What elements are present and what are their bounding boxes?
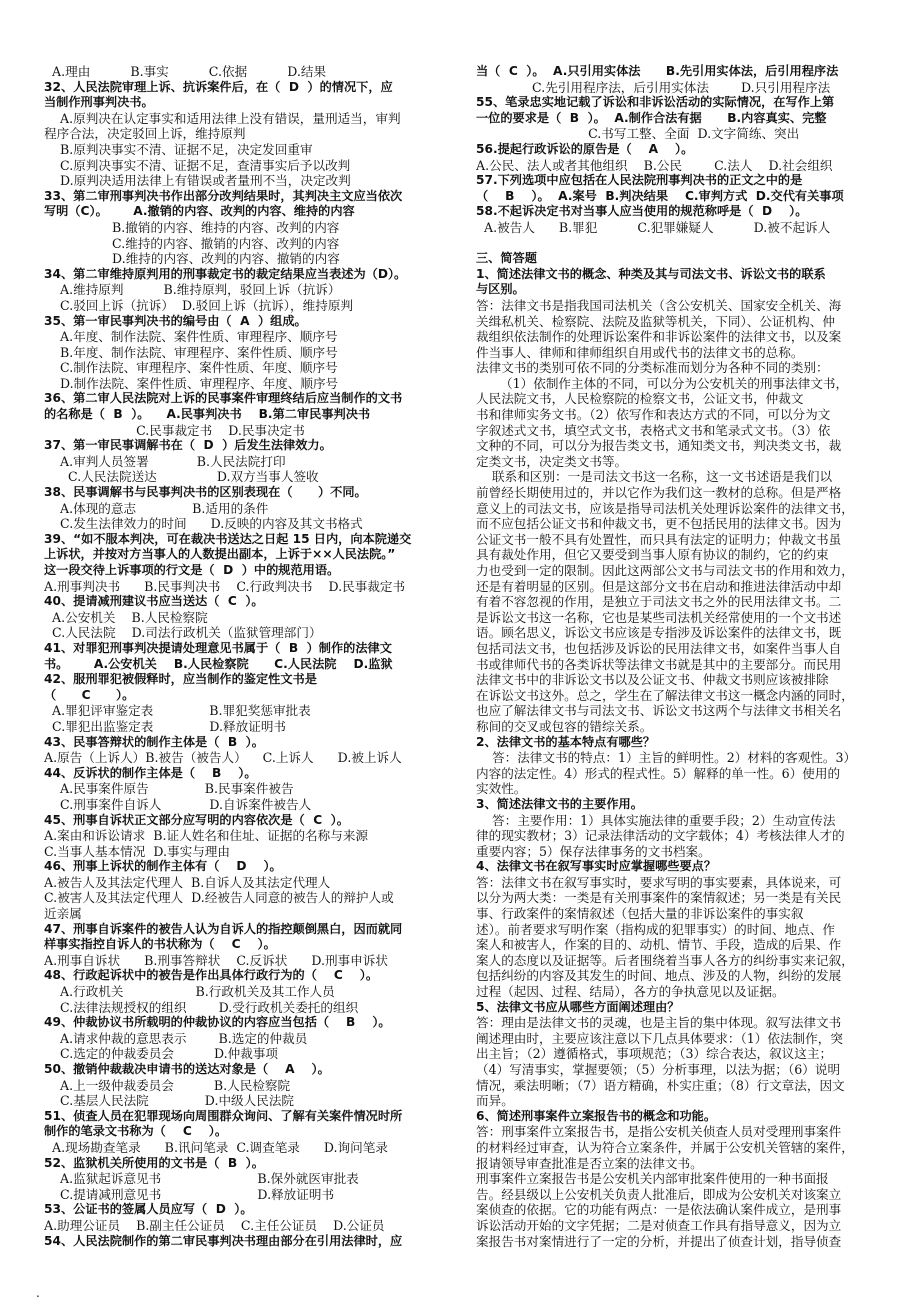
text-line: 报请领导审查批准是否立案的法律文书。	[476, 1155, 703, 1171]
text-line: 制作的笔录文书称为（ C ）。	[44, 1124, 228, 1139]
text-line: 人民法院文书，人民检察院的检察文书，公证文书，仲裁文	[476, 391, 804, 407]
text-line: 42、服刑罪犯被假释时，应当制作的鉴定性文书是	[44, 672, 317, 687]
text-line: 5、法律文书应从哪些方面阐述理由？	[476, 999, 680, 1014]
text-line: C.书写工整、全面 D.文字简练、突出	[476, 126, 800, 142]
text-line: A.刑事判决书 B.民事判决书 C.行政判决书 D.民事裁定书	[44, 578, 406, 594]
text-line: 案报告书对案情进行了一定的分析，并提出了侦查计划，指导侦查	[476, 1233, 842, 1249]
text-line: A.维持原判 B.维持原判，驳回上诉（抗诉）	[44, 282, 341, 298]
text-line: C.发生法律效力的时间 D.反映的内容及其文书格式	[44, 516, 363, 532]
text-line: 1、简述法律文书的概念、种类及其与司法文书、诉讼文书的联系	[476, 266, 826, 281]
text-line: 法律文书的类别可依不同的分类标准而划分为各种不同的类别：	[476, 360, 829, 376]
text-line: A.原判决在认定事实和适用法律上没有错误，量刑适当，审判	[44, 110, 401, 126]
text-line: （1）依制作主体的不同，可以分为公安机关的刑事法律文书，	[476, 375, 849, 391]
text-line: 这一段交待上诉事项的行文是（ D ）中的规范用语。	[44, 563, 340, 577]
text-line: A.请求仲裁的意思表示 B.选定的仲裁员	[44, 1030, 308, 1046]
text-line: D.维持的内容、改判的内容、撤销的内容	[44, 251, 340, 267]
text-line: 有着不容忽视的作用，是独立于司法文书之外的民用法律文书。二	[476, 594, 842, 610]
text-line: 51、侦查人员在犯罪现场向周围群众询问、了解有关案件情况时所	[44, 1108, 403, 1123]
text-line: 53、公证书的签属人员应写（ D ）。	[44, 1202, 253, 1217]
text-line: 的名称是（ B ）。 A.民事判决书 B.第二审民事判决书	[44, 407, 371, 422]
text-line: A.审判人员签署 B.人民法院打印	[44, 453, 286, 469]
text-line: 联系和区别：一是司法文书这一名称，这一文书述语是我们以	[476, 469, 833, 485]
text-line: A.被告人及其法定代理人 B.自诉人及其法定代理人	[44, 874, 331, 890]
text-line: A.现场勘查笔录 B.讯问笔录 C.调查笔录 D.询问笔录	[44, 1139, 388, 1155]
text-line: （4）写清事实，掌握要领；（5）分析事理，以法为据；（6）说明	[476, 1062, 841, 1077]
text-line: A.罪犯评审鉴定表 B.罪犯奖惩审批表	[44, 703, 311, 719]
text-line: 案人和被害人，作案的目的、动机、情节、手段，造成的后果、作	[476, 937, 842, 953]
text-line: 49、仲裁协议书所载明的仲裁协议的内容应当包括（ B ）。	[44, 1015, 391, 1030]
text-line: 关缉私机关、检察院、法院及监狱等机关，下同）、公证机构、仲	[476, 313, 835, 329]
text-line: 43、民事答辩状的制作主体是（ B ）。	[44, 734, 264, 749]
text-line: C.当事人基本情况 D.事实与理由	[44, 843, 230, 859]
text-line: 称间的交叉或包容的错综关系。	[476, 718, 653, 734]
text-line: 在诉讼文书这外。总之，学生在了解法律文书这一概念内涵的同时，	[476, 687, 854, 703]
text-line: 39、“如不服本判决，可在裁决书送达之日起 15 日内，向本院递交	[44, 531, 412, 546]
text-line: 具有裁处作用，但它又要受到当事人原有协议的制约，它的约束	[476, 547, 829, 563]
text-line: 56.提起行政诉讼的原告是（ A ）。	[476, 141, 694, 156]
text-line: 出主旨；（2）遵循格式，事项规范；（3）综合表达，叙议这主；	[476, 1046, 833, 1062]
text-line: C.先引用程序法，后引用实体法 D.只引用程序法	[476, 79, 831, 95]
text-line: 内容的法定性。4）形式的程式性。5）解释的单一性。6）使用的	[476, 765, 841, 781]
text-line: 答：法律文书是指我国司法机关（含公安机关、国家安全机关、海	[476, 297, 842, 313]
text-line: A.理由 B.事实 C.依据 D.结果	[44, 64, 327, 79]
text-line: A.公安机关 B.人民检察院	[44, 609, 208, 625]
text-line: 程序合法，决定驳回上诉，维持原判	[44, 126, 246, 142]
text-line: B.撤销的内容、维持的内容、改判的内容	[44, 219, 340, 235]
text-line: 重要内容；5）保存法律事务的文书档案。	[476, 843, 711, 859]
text-line: （ B ）。 A.案号 B.判决结果 C.审判方式 D.交代有关事项	[476, 188, 844, 203]
text-line: A.行政机关 B.行政机关及其工作人员	[44, 984, 335, 1000]
text-line: 33、第二审刑事判决书作出部分改判结果时，其判决主文应当依次	[44, 188, 403, 203]
text-line: A.刑事自诉状 B.刑事答辩状 C.反诉状 D.刑事申诉状	[44, 952, 388, 968]
text-line: 与区别。	[476, 282, 525, 297]
text-line: C.制作法院、审理程序、案件性质、年度、顺序号	[44, 360, 338, 376]
text-line: C.人民法院送达 D.双方当事人签收	[44, 469, 319, 485]
text-line: 包括纠纷的内容及其发生的时间、地点、涉及的人物，纠纷的发展	[476, 968, 842, 984]
footer-mark: .	[36, 1286, 40, 1300]
text-line: 当制作刑事判决书。	[44, 95, 154, 110]
text-line: C.刑事案件自诉人 D.自诉案件被告人	[44, 796, 312, 812]
text-line	[476, 236, 878, 252]
text-line: 近亲属	[44, 906, 82, 922]
text-line: 定类文书，决定类文书等。	[476, 453, 628, 469]
text-line: 38、民事调解书与民事判决书的区别表现在（ ）不同。	[44, 485, 367, 500]
text-line: C.人民法院 D.司法行政机关（监狱管理部门）	[44, 625, 322, 641]
text-line: B.年度、制作法院、审理程序、案件性质、顺序号	[44, 344, 338, 360]
text-line: A.民事案件原告 B.民事案件被告	[44, 781, 294, 797]
text-line: 58.不起诉决定书对当事人应当使用的规范称呼是（ D ）。	[476, 204, 808, 219]
text-line: 公证文书一般不具有处置性，而只具有法定的证明力；仲裁文书虽	[476, 531, 842, 547]
text-line: 36、第二审人民法院对上诉的民事案件审理终结后应当制作的文书	[44, 391, 403, 406]
text-line: 3、简述法律文书的主要作用。	[476, 796, 643, 811]
text-line: 40、提请减刑建议书应当送达（ C ）。	[44, 594, 264, 609]
text-line: 述）。前者要求写明作案（指构成的犯罪事实）的时间、地点、作	[476, 921, 835, 937]
text-line: C.罪犯出监鉴定表 D.释放证明书	[44, 718, 287, 734]
text-line: A.被告人 B.罪犯 C.犯罪嫌疑人 D.被不起诉人	[476, 219, 831, 235]
text-line: A.监狱起诉意见书 B.保外就医审批表	[44, 1171, 359, 1187]
text-line: 46、刑事上诉状的制作主体有（ D ）。	[44, 859, 282, 874]
text-line: 答：法律文书在叙写事实时，要求写明的事实要素，具体说来，可	[476, 874, 842, 890]
text-line: 32、人民法院审理上诉、抗诉案件后，在（ D ）的情况下，应	[44, 79, 393, 94]
text-line: C.法律法规授权的组织 D.受行政机关委托的组织	[44, 999, 359, 1015]
text-line: 情况，乘法明晰；（7）语方精确，朴实庄重；（8）行文章法，因文	[476, 1077, 845, 1093]
text-line: 案侦查的依据。它的功能有两点：一是依法确认案件成立，是刑事	[476, 1202, 842, 1218]
text-line: 前曾经长期使用过的，并以它作为我们这一教材的总称。但是严格	[476, 485, 842, 501]
text-line: 书。 A.公安机关 B.人民检察院 C.人民法院 D.监狱	[44, 656, 393, 671]
text-line: 答：主要作用：1）具体实施法律的重要手段；2）生动宣传法	[476, 812, 836, 828]
text-line: C.民事裁定书 D.民事决定书	[44, 422, 305, 438]
text-line: 字叙述式文书，填空式文书，表格式文书和笔录式文书。（3）依	[476, 422, 831, 438]
text-line: 力也受到一定的限制。因此这两部公文书与司法文书的作用和效力，	[476, 563, 854, 578]
text-line: A.上一级仲裁委员会 B.人民检察院	[44, 1077, 291, 1093]
text-line: 文种的不同，可以分为报告类文书，通知类文书，判决类文书，裁	[476, 438, 842, 454]
text-line: 50、撤销仲裁裁决申请书的送达对象是（ A ）。	[44, 1062, 330, 1076]
text-line: C.驳回上诉（抗诉） D.驳回上诉（抗诉），维持原判	[44, 297, 354, 313]
text-line: 57.下列选项中应包括在人民法院刑事判决书的正文之中的是	[476, 173, 803, 188]
text-line: 裁组织依法制作的处理诉讼案件和非诉讼案件的法律文书，以及案	[476, 329, 842, 345]
text-line: 件当事人、律师和律师组织自用或代书的法律文书的总称。	[476, 344, 804, 360]
text-line: 答：刑事案件立案报告书，是指公安机关侦查人员对受理刑事案件	[476, 1124, 842, 1140]
text-line: A.体现的意志 B.适用的条件	[44, 500, 269, 516]
text-line: 刑事案件立案报告书是公安机关内部审批案件使用的一种书面报	[476, 1171, 829, 1187]
text-line: 实效性。	[476, 781, 527, 797]
text-line: 上诉状，并按对方当事人的人数提出副本，上诉于××人民法院。”	[44, 547, 396, 562]
text-line: 当（ C ）。 A.只引用实体法 B.先引用实体法，后引用程序法	[476, 64, 839, 78]
text-line: 34、第二审维持原判用的刑事裁定书的裁定结果应当表述为（D）。	[44, 266, 407, 281]
text-line: A.助理公证员 B.副主任公证员 C.主任公证员 D.公证员	[44, 1217, 385, 1233]
text-line: 告。经县级以上公安机关负责人批准后，即成为公安机关对该案立	[476, 1186, 842, 1202]
text-line: 44、反诉状的制作主体是（ B ）。	[44, 765, 257, 780]
text-line: 2、法律文书的基本特点有哪些？	[476, 734, 656, 749]
text-line: C.被害人及其法定代理人 D.经被告人同意的被告人的辩护人或	[44, 890, 394, 906]
text-line: 阐述理由时，主要应该注意以下几点具体要求：（1）依法制作，突	[476, 1030, 843, 1046]
text-line: 是诉讼文书这一名称，它也是某些司法机关经常使用的一个文书述	[476, 609, 842, 625]
text-line: A.原告（上诉人）B.被告（被告人） C.上诉人 D.被上诉人	[44, 750, 402, 766]
text-line: 35、第一审民事判决书的编号由（ A ）组成。	[44, 313, 307, 328]
text-line: D.原判决适用法律上有错误或者量刑不当，决定改判	[44, 173, 351, 189]
text-line: 包括司法文书，也包括涉及诉讼的民用法律文书，如案件当事人自	[476, 640, 842, 656]
text-line: A.公民、法人或者其他组织 B.公民 C.法人 D.社会组织	[476, 157, 833, 173]
text-line: 也应了解法律文书与司法文书、诉讼文书这两个与法律文书相关名	[476, 703, 842, 719]
text-line: 语。顾名思义，诉讼文书应该是专指涉及诉讼案件的法律文书，既	[476, 625, 842, 641]
text-line: 而不应包括公证文书和仲裁文书，更不包括民用的法律文书。因为	[476, 516, 842, 532]
text-line: 写明（C）。 A.撤销的内容、改判的内容、维持的内容	[44, 204, 355, 219]
text-line: （ C ）。	[44, 687, 135, 702]
text-line: 意义上的司法文书，应该是指导司法机关处理诉讼案件的法律文书，	[476, 500, 854, 516]
text-line: C.原判决事实不清、证据不足，查清事实后予以改判	[44, 157, 351, 173]
text-line: 律的现实教材；3）记录法律活动的文字载体；4）考核法律人才的	[476, 828, 845, 844]
text-line: C.基层人民法院 D.中级人民法院	[44, 1093, 295, 1109]
text-line: 54、人民法院制作的第二审民事判决书理由部分在引用法律时，应	[44, 1233, 403, 1248]
text-line: 6、简述刑事案件立案报告书的概念和功能。	[476, 1108, 717, 1123]
text-line: C.维持的内容、撤销的内容、改判的内容	[44, 235, 340, 251]
text-line: 55、笔录忠实地记载了诉讼和非诉讼活动的实际情况，在写作上第	[476, 95, 835, 110]
text-line: 48、行政起诉状中的被告是作出具体行政行为的（ C ）。	[44, 968, 379, 983]
text-line: 书和律师实务文书。（2）依写作和表达方式的不同，可以分为文	[476, 407, 831, 423]
text-line: 37、第一审民事调解书在（ D ）后发生法律效力。	[44, 438, 332, 453]
text-line: 答：理由是法律文书的灵魂，也是主旨的集中体现。叙写法律文书	[476, 1015, 842, 1031]
text-line: 的材料经过审查，认为符合立案条件，并属于公安机关管辖的案件，	[476, 1139, 854, 1155]
text-line: 47、刑事自诉案件的被告人认为自诉人的指控颠倒黑白，因而就同	[44, 921, 403, 936]
text-line: 还是有着明显的区别。但是这部分文书在启动和推进法律活动中却	[476, 578, 842, 594]
text-line: A.年度、制作法院、案件性质、审理程序、顺序号	[44, 329, 338, 345]
text-line: 45、刑事自诉状正文部分应写明的内容依次是（ C ）。	[44, 812, 349, 827]
text-line: 答：法律文书的特点：1）主旨的鲜明性。2）材料的客观性。3）	[476, 750, 857, 766]
text-line: 事、行政案件的案情叙述（包括大量的非诉讼案件的事实叙	[476, 906, 804, 922]
text-line: 41、对罪犯刑事判决提请处理意见书属于（ B ）制作的法律文	[44, 640, 392, 655]
text-line: C.选定的仲裁委员会 D.仲裁事项	[44, 1046, 279, 1062]
text-line: 样事实指控自诉人的书状称为（ C ）。	[44, 937, 276, 952]
text-line: 案人的态度以及证据等。后者围绕着当事人各方的纠纷事实来记叙，	[476, 952, 854, 968]
text-line: 书或律师代书的各类诉状等法律文书就是其中的主要部分。而民用	[476, 656, 842, 672]
text-line: 诉讼活动开始的文字凭据；二是对侦查工作具有指导意义，因为立	[476, 1217, 842, 1233]
text-line: 以分为两大类：一类是有关刑事案件的案情叙述；另一类是有关民	[476, 890, 842, 906]
text-line: 一位的要求是（ B ）。 A.制作合法有据 B.内容真实、完整	[476, 110, 827, 125]
text-line: D.制作法院、案件性质、审理程序、年度、顺序号	[44, 375, 339, 391]
text-line: 过程（起因、过程、结局），各方的争执意见以及证据。	[476, 984, 785, 1000]
text-line: A.案由和诉讼请求 B.证人姓名和住址、证据的名称与来源	[44, 828, 369, 844]
text-line: 而异。	[476, 1093, 514, 1109]
text-line: 4、法律文书在叙写事实时应掌握哪些要点？	[476, 859, 717, 874]
text-line: C.提请减刑意见书 D.释放证明书	[44, 1186, 335, 1202]
right-column	[476, 64, 878, 1249]
text-line: 52、监狱机关所使用的文书是（ B ）。	[44, 1155, 264, 1170]
text-line: 三、简答题	[476, 251, 537, 266]
text-line: B.原判决事实不清、证据不足，决定发回重审	[44, 141, 313, 157]
text-line: 法律文书中的非诉讼文书以及公证文书、仲裁文书则应该被排除	[476, 672, 829, 688]
left-column	[44, 64, 444, 1249]
